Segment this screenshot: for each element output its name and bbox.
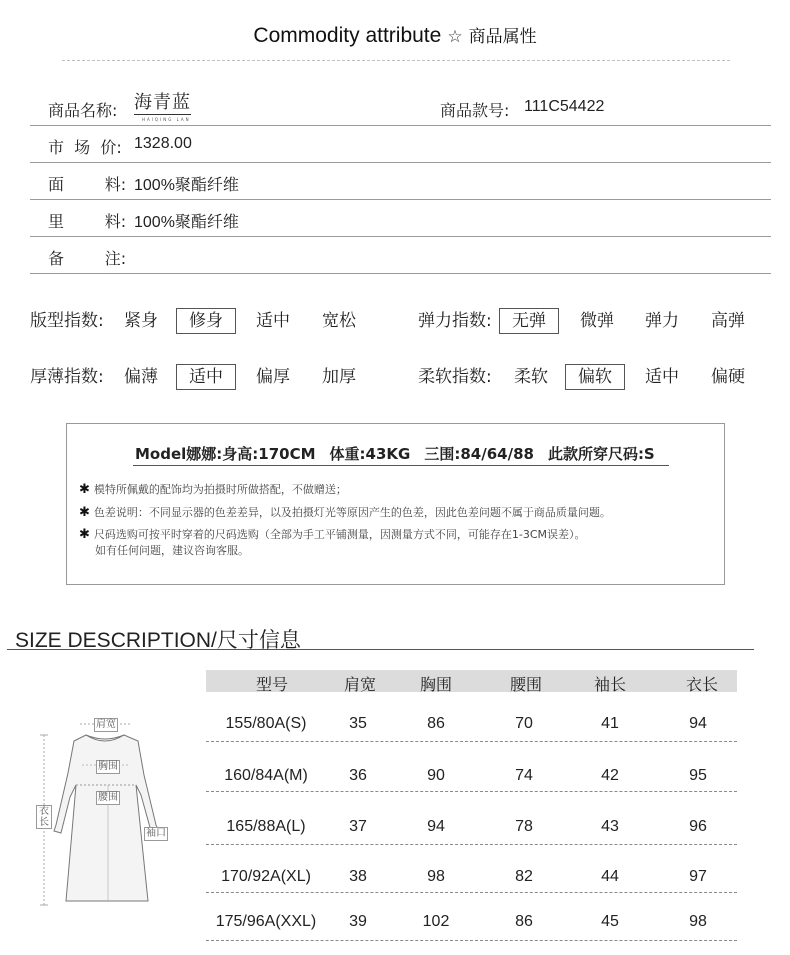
cell-shoulder: 36	[349, 767, 367, 784]
note-text: 模特所佩戴的配饰均为拍摄时所做搭配，不做赠送；	[93, 483, 347, 496]
header-shoulder: 肩宽	[343, 675, 376, 694]
note-text: 如有任何问题，建议咨询客服。	[95, 544, 249, 557]
asterisk-icon: ✱	[79, 482, 90, 497]
lining-value: 100%聚酯纤维	[134, 214, 239, 231]
chest-label: 胸围	[98, 761, 118, 772]
dress-diagram	[20, 705, 200, 915]
cell-sleeve: 43	[601, 818, 619, 835]
cell-chest: 94	[427, 818, 445, 835]
brand-logo-sub: HAIQING LAN	[142, 117, 191, 122]
attr-row-fabric	[30, 162, 771, 200]
cell-chest: 98	[427, 868, 445, 885]
cell-sleeve: 44	[601, 868, 619, 885]
model-height: 身高:170CM	[222, 445, 316, 463]
cell-shoulder: 37	[349, 818, 367, 835]
model-info-box	[66, 423, 725, 585]
header-title-en: Commodity attribute	[253, 24, 442, 47]
cell-chest: 90	[427, 767, 445, 784]
thickness-option: 偏薄	[124, 367, 158, 387]
note-item	[79, 481, 347, 497]
softness-option-selected: 偏软	[565, 364, 625, 390]
row-divider	[206, 844, 737, 845]
model-stats	[135, 443, 669, 464]
header-length: 衣长	[685, 675, 718, 694]
thickness-option: 偏厚	[256, 367, 290, 387]
attr-row-lining	[30, 199, 771, 237]
thickness-option-selected: 适中	[176, 364, 236, 390]
fabric-label: 面 料:	[48, 175, 127, 194]
header-sleeve: 袖长	[593, 675, 626, 694]
cell-size: 160/84A(M)	[224, 767, 308, 784]
cell-chest: 102	[422, 913, 450, 930]
cell-length: 94	[689, 715, 707, 732]
product-name-label: 商品名称:	[48, 101, 118, 120]
asterisk-icon: ✱	[79, 527, 90, 542]
cell-shoulder: 39	[349, 913, 367, 930]
elastic-index-label: 弹力指数:	[418, 311, 492, 331]
cell-shoulder: 38	[349, 868, 367, 885]
elastic-option: 弹力	[645, 311, 679, 331]
note-text: 尺码选购可按平时穿着的尺码选购（全部为手工平铺测量，因测量方式不同，可能存在1-3CM误差）。	[93, 528, 586, 541]
fit-option: 紧身	[124, 311, 158, 331]
lining-label: 里 料:	[48, 212, 127, 231]
index-row-1	[30, 309, 770, 335]
cuff-label: 袖口	[146, 828, 166, 839]
header-chest: 胸围	[419, 675, 452, 694]
style-no-label: 商品款号:	[440, 101, 510, 120]
row-divider	[206, 791, 737, 792]
price-value: 1328.00	[134, 135, 192, 152]
softness-option: 适中	[645, 367, 679, 387]
note-text: 色差说明：不同显示器的色差差异，以及拍摄灯光等原因产生的色差，因此色差问题不属于商品质量问题。	[93, 506, 611, 519]
waist-label: 腰围	[98, 792, 118, 803]
shoulder-label: 肩宽	[96, 719, 116, 730]
thickness-option: 加厚	[322, 367, 356, 387]
cell-waist: 86	[515, 913, 533, 930]
header-waist: 腰围	[509, 675, 542, 694]
size-section-title: SIZE DESCRIPTION/尺寸信息	[15, 629, 301, 652]
asterisk-icon: ✱	[79, 505, 90, 520]
attr-row-price	[30, 125, 771, 163]
cell-waist: 78	[515, 818, 533, 835]
header-divider	[62, 60, 730, 61]
cell-waist: 82	[515, 868, 533, 885]
cell-waist: 70	[515, 715, 533, 732]
cell-length: 95	[689, 767, 707, 784]
fit-option-selected: 修身	[176, 308, 236, 334]
softness-option: 柔软	[514, 367, 548, 387]
cell-length: 96	[689, 818, 707, 835]
model-size-worn: 此款所穿尺码:S	[547, 445, 655, 463]
fit-option: 适中	[256, 311, 290, 331]
note-item	[79, 504, 611, 520]
model-weight: 体重:43KG	[329, 445, 411, 463]
row-divider	[206, 741, 737, 742]
elastic-option-selected: 无弹	[499, 308, 559, 334]
fabric-value: 100%聚酯纤维	[134, 177, 239, 194]
elastic-option: 高弹	[711, 311, 745, 331]
cell-sleeve: 45	[601, 913, 619, 930]
softness-index-label: 柔软指数:	[418, 367, 492, 387]
brand-logo: 海青蓝	[134, 92, 191, 113]
cell-chest: 86	[427, 715, 445, 732]
attr-row-name	[30, 88, 771, 126]
header-size: 型号	[255, 675, 288, 694]
fit-index-label: 版型指数:	[30, 311, 104, 331]
cell-sleeve: 42	[601, 767, 619, 784]
softness-option: 偏硬	[711, 367, 745, 387]
attr-row-remark	[30, 236, 771, 274]
note-item	[95, 542, 249, 558]
model-measurements: 三围:84/64/88	[424, 445, 534, 463]
cell-size: 155/80A(S)	[225, 715, 307, 732]
row-divider	[206, 892, 737, 893]
note-item	[79, 526, 586, 542]
thickness-index-label: 厚薄指数:	[30, 367, 104, 387]
elastic-option: 微弹	[580, 311, 614, 331]
cell-size: 165/88A(L)	[226, 818, 306, 835]
size-section-rule	[7, 649, 754, 650]
header-title-cn: 商品属性	[468, 27, 537, 47]
cell-length: 97	[689, 868, 707, 885]
cell-length: 98	[689, 913, 707, 930]
remark-label: 备 注:	[48, 249, 127, 268]
cell-size: 170/92A(XL)	[221, 868, 311, 885]
cell-waist: 74	[515, 767, 533, 784]
cell-size: 175/96A(XXL)	[215, 913, 317, 930]
cell-shoulder: 35	[349, 715, 367, 732]
model-name: Model娜娜:	[135, 445, 223, 463]
model-underline	[133, 465, 669, 466]
section-header	[0, 22, 790, 48]
index-row-2	[30, 365, 770, 391]
star-icon: ☆	[447, 27, 463, 47]
cell-sleeve: 41	[601, 715, 619, 732]
price-label: 市 场 价:	[48, 138, 122, 157]
style-no-value: 111C54422	[524, 98, 605, 115]
length-label: 衣长	[36, 805, 52, 829]
row-divider	[206, 940, 737, 941]
fit-option: 宽松	[322, 311, 356, 331]
